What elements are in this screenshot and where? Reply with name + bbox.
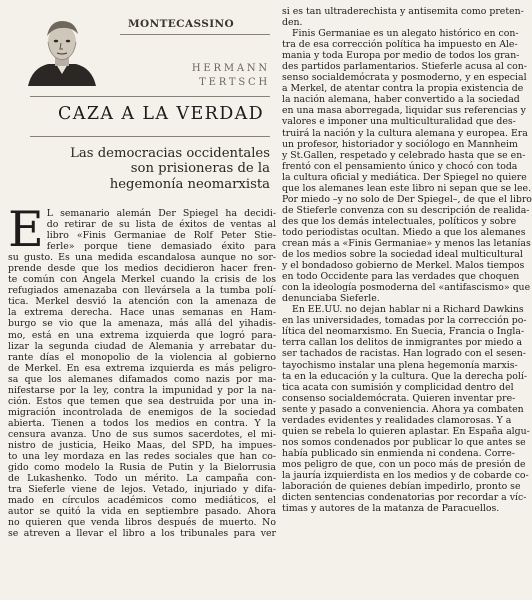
text-line: ción. Estos que temen que sea destruida por una in- bbox=[8, 395, 276, 407]
text-line: denunciaba Sieferle. bbox=[282, 293, 380, 305]
text-line: verdades evidentes y realidades clamorosas. Y a bbox=[282, 414, 512, 426]
author-byline bbox=[140, 62, 270, 90]
text-line: que los alemanes lean este libro ni sepan que se lee. bbox=[282, 182, 532, 194]
text-line: gido como modelo la Rusia de Putin y la Bielorrusia bbox=[8, 462, 276, 474]
text-line: en todo Occidente para las verdades que choquen bbox=[282, 271, 520, 283]
text-line: L semanario alemán Der Spiegel ha decidi- bbox=[46, 208, 276, 219]
text-line: se atreven a llevar el libro a los tribunales para ver bbox=[8, 528, 276, 540]
text-line: y el bondadoso gobierno de Merkel. Malos tiempos bbox=[282, 260, 525, 272]
text-line: la extrema derecha. Hace unas semanas en Ham- bbox=[8, 307, 276, 319]
text-line: nos somos condenados por publicar lo que antes se bbox=[282, 436, 526, 448]
text-line: la jauría izquierdista en los medios y de cobarde co- bbox=[282, 469, 529, 481]
text-line: si es tan ultraderechista y antisemita como preten- bbox=[282, 6, 524, 17]
text-line: ferle» porque tiene demasiado éxito para bbox=[46, 241, 276, 253]
text-line: dicten sentencias condenatorias por recordar a víc- bbox=[282, 492, 527, 504]
text-line: sa que los alemanes difamados como nazis por ma- bbox=[8, 373, 276, 385]
text-line: nifestarse por la ley, contra la impunidad y por la na- bbox=[8, 384, 276, 396]
text-line: la cultura oficial y mediática. Der Spiegel no quiere bbox=[282, 171, 527, 183]
text-line: ser tachados de racistas. Han logrado con el sesen- bbox=[282, 348, 526, 360]
drop-cap: E bbox=[8, 201, 44, 258]
text-line: en una masa aborregada, liquidar sus referencias y bbox=[282, 105, 526, 117]
subhead-line: hegemonía neomarxista bbox=[109, 176, 270, 192]
text-line: de Merkel. En esa extrema izquierda es más peligro- bbox=[8, 362, 276, 374]
divider bbox=[120, 34, 270, 35]
text-line: terra callan los delitos de inmigrantes por miedo a bbox=[282, 337, 523, 349]
text-line: su gusto. Es una medida escandalosa aunque no sor- bbox=[8, 252, 276, 264]
text-line: había publicado sin enmienda ni condena. Corre- bbox=[282, 447, 515, 459]
author-first-name: HERMANN bbox=[191, 63, 270, 74]
text-line: mos peligro de que, con un poco más de presión de bbox=[282, 458, 526, 470]
text-line: sente y pasado a conveniencia. Ahora ya combaten bbox=[282, 403, 524, 415]
author-last-name: TERTSCH bbox=[199, 77, 270, 88]
text-line: consenso socialdemócrata. Quieren inventar pre- bbox=[282, 392, 516, 404]
text-line: tra de esa corrección política ha impuesto en Ale- bbox=[282, 39, 518, 51]
text-line: quien se rebela lo quieren aplastar. En España algu- bbox=[282, 425, 530, 437]
author-portrait bbox=[22, 14, 102, 86]
subhead-line: son prisioneras de la bbox=[130, 161, 270, 177]
divider bbox=[30, 136, 270, 137]
text-line: den. bbox=[282, 17, 303, 29]
text-line: censura avanza. Uno de sus sumos sacerdotes, el mi- bbox=[8, 428, 276, 440]
text-line: refugiados amenazaba con llevársela a la tumba polí- bbox=[8, 285, 276, 297]
text-line: de los medios sobre la sociedad ideal multicultural bbox=[282, 249, 523, 261]
text-line: rante días el monopolio de la violencia al gobierno bbox=[8, 351, 276, 363]
text-line: con la ideología posmoderna del «antifascismo» que bbox=[282, 282, 531, 294]
subhead-line: Las democracias occidentales bbox=[70, 146, 270, 161]
text-line: migración incontrolada de enemigos de la sociedad bbox=[8, 406, 276, 418]
text-line: en las universidades, tomadas por la corrección po- bbox=[282, 315, 527, 327]
divider bbox=[30, 96, 270, 97]
text-line: te común con Angela Merkel cuando la crisis de los bbox=[8, 274, 276, 286]
article-column-right bbox=[282, 6, 532, 515]
headline: CAZA A LA VERDAD bbox=[58, 104, 265, 124]
text-line: tra Sieferle viene de lejos. Vetado, injuriado y difa- bbox=[8, 484, 276, 496]
text-line: truirá la nación y la cultura alemana y europea. Era bbox=[282, 127, 528, 139]
text-line: autor se quitó la vida en septiembre pasado. Ahora bbox=[8, 506, 276, 518]
text-line: ta en la educación y la cultura. Que la derecha polí- bbox=[282, 370, 528, 382]
text-line: lítica del neomarxismo. En Suecia, Francia o Ingla- bbox=[282, 326, 525, 338]
text-line: frentó con el pensamiento único y chocó con toda bbox=[282, 160, 518, 172]
text-line: des que los demás intelectuales, políticos y sobre bbox=[282, 215, 517, 227]
text-line: prende desde que los medios decidieron hacer fren- bbox=[8, 263, 276, 275]
text-line: de Stieferle convenza con su descripción de realida- bbox=[282, 204, 530, 216]
text-line: mo, está en una extrema izquierda que logró para- bbox=[8, 329, 276, 341]
text-line: do retirar de su lista de éxitos de ventas al bbox=[46, 219, 276, 231]
text-line: de Lukashenko. Todo un mérito. La campaña con- bbox=[8, 473, 276, 485]
text-line: Por miedo –y no solo de Der Spiegel–, de que el libro bbox=[282, 193, 532, 205]
text-line: timas y autores de la matanza de Paracuellos. bbox=[282, 503, 500, 515]
text-line: valores e imponer una multiculturalidad que des- bbox=[282, 116, 516, 128]
text-line: a Merkel, de atentar contra la propia existencia de bbox=[282, 83, 524, 95]
text-line: la nación alemana, haber convertido a la sociedad bbox=[282, 94, 520, 106]
text-line: todo periodistas ocultan. Miedo a que los alemanes bbox=[282, 226, 526, 238]
text-line: y St.Gallen, respetado y celebrado hasta que se en- bbox=[282, 149, 526, 161]
text-line: senso socialdemócrata y posmoderno, y en especial bbox=[282, 72, 527, 84]
text-line: tica. Merkel desvió la atención con la amenaza de bbox=[8, 296, 276, 308]
article-column-left bbox=[8, 201, 276, 540]
text-line: Finis Germaniae es un alegato histórico en con- bbox=[292, 28, 519, 40]
text-line: mado en círculos académicos como mediáticos, el bbox=[8, 495, 276, 507]
text-line: lizar la segunda ciudad de Alemania y arrebatar du- bbox=[8, 340, 276, 352]
text-line: abierta. Tienen a todos los medios en contra. Y la bbox=[8, 417, 276, 429]
text-line: burgo se vio que la amenaza, más allá del yihadis- bbox=[8, 318, 276, 330]
text-line: to una ley mordaza en las redes sociales que han co- bbox=[8, 451, 276, 463]
text-line: no quieren que venda libros después de muerto. No bbox=[8, 517, 276, 529]
subheadline bbox=[30, 146, 270, 192]
text-line: nistro de justicia, Heiko Maas, del SPD, ha impues- bbox=[8, 439, 276, 451]
text-line: tica acata con sumisión y complicidad dentro del bbox=[282, 381, 514, 393]
text-line: En EE.UU. no dejan hablar ni a Richard Dawkins bbox=[292, 304, 524, 316]
text-line: crean más a «Finis Germaniae» y menos las letanías bbox=[282, 237, 531, 249]
text-line: des partidos parlamentarios. Stieferle acusa al con- bbox=[282, 61, 527, 73]
text-line: mania y toda Europa por medio de todos los gran- bbox=[282, 50, 520, 62]
text-line: libro «Finis Germaniae de Rolf Peter Stie- bbox=[46, 230, 276, 242]
text-line: un profesor, historiador y sociólogo en Mannheim bbox=[282, 138, 518, 150]
text-line: laboración de quienes debían impedirlo, pronto se bbox=[282, 481, 521, 493]
text-line: tayochismo instalar una plena hegemonía marxis- bbox=[282, 359, 518, 371]
section-tag: MONTECASSINO bbox=[128, 18, 235, 30]
